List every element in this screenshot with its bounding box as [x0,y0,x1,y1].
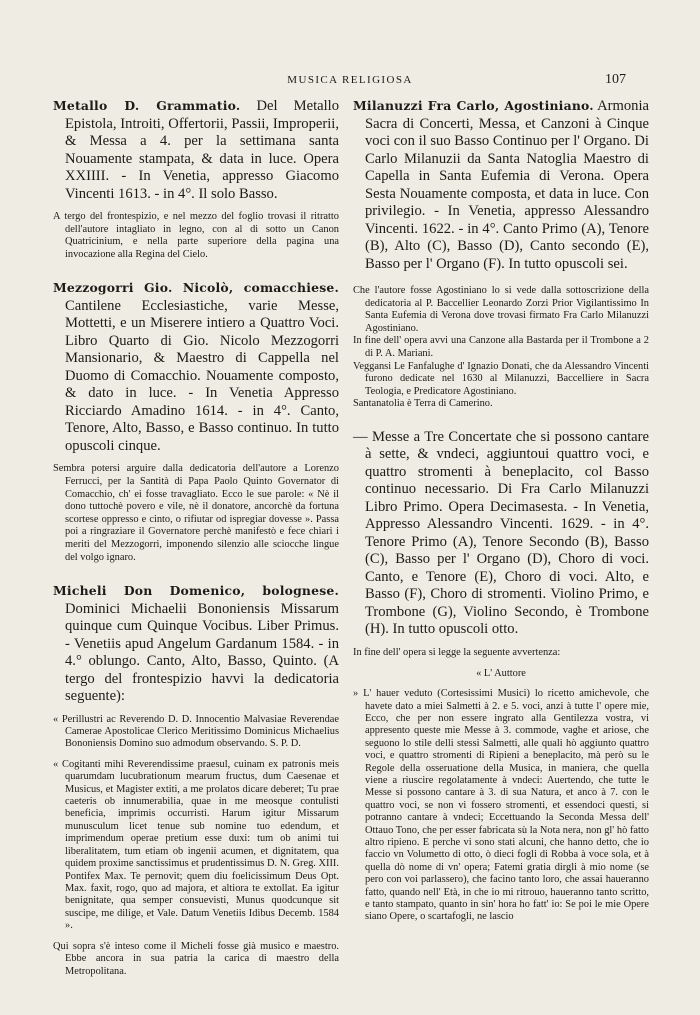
entry-text: Armonia Sacra di Concerti, Messa, et Canzoni à Cinque voci con il suo Basso Continuo per l' Organo. Di Carlo Milanuzii da Santa Natoglia Maestro di Capella in Santa Eufemia di Verona. Opera Sesta Nouamente composta, et data in luce. Con privilegio. - In Venetia, appresso Alessandro Vincenti. 1622. - in 4°. Canto Primo (A), Tenore (B), Alto (C), Basso (D), Canto secondo (E), Basso per l' Organo (F). In tutto opuscoli sei. [365,98,649,272]
entry-heading: Micheli Don Domenico, bolognese. [53,583,339,599]
author-heading: « L' Auttore [476,667,526,679]
entry-note: A tergo del frontespizio, e nel mezzo del foglio trovasi il ritratto dell'autore intagliato in legno, con al di sotto un Canon Quatricinium, e nella parte superiore della pagina una invocazione alla Regina del Cielo. [53,211,339,260]
entry-heading: Metallo D. Grammatio. [53,98,241,113]
entry-text: Del Metallo Epistola, Introiti, Offertorii, Passii, Improperii, & Messa a 4. per la settimana santa Nouamente stampata, & data in luce. Opera XXIIII. - In Venetia, appresso Giacomo Vincenti 1613. - in 4°. Il solo Basso. [65,98,340,202]
entry-note: Che l'autore fosse Agostiniano lo si vede dalla sottoscrizione della dedicatoria al P. Baccellier Leonardo Zorzi Prior Vigilantissimo In Santa Eufemia di Verona dove trovasi firmato Fra Carlo Milanuzzi Agostiniano. [353,285,649,334]
entry-metallo [53,97,339,261]
entry-micheli [53,582,339,978]
entry-note: Santanatolia è Terra di Camerino. [353,398,493,410]
entry-note: Sembra potersi arguire dalla dedicatoria dell'autore a Lorenzo Ferrucci, per la Santità di Papa Paolo Quinto Governator di Comacchio, ch' ei fosse travagliato. Ecco le sue parole: « Nè il dono tuttochè povero e vile, nè il donatore, ancorchè da fortuna scortese oppresso e cinto, o rifiutar od ispregiar dovesse ». Passa poi a ringraziare il Governatore perchè manifestò e fece chiari i meriti del Mezzogorri, imponendo silenzio alle sciocche lingue del volgo ignaro. [53,463,339,563]
right-column [353,97,649,924]
entry-heading: Mezzogorri Gio. Nicolò, comacchiese. [53,280,339,296]
entry-milanuzzi [353,97,649,411]
entry-heading: Milanuzzi Fra Carlo, Agostiniano. [353,98,594,113]
entry-notes [353,285,649,411]
dedication-letter: « Cogitanti mihi Reverendissime praesul, cuinam ex patronis meis quarumdam lucubrationum mearum fructus, dum Caesenae et Musicus, et Magister extiti, a me prolatos dicare deberet; Tu prae caeteris ob innumerabilia, quae in me meosque contulisti beneficia, imprimis occurristi. Harum igitur Missarum munusculum licet tenue sub nomine tuo edendum, et imprimendum operae pretium esse duxi: tum ob animi tui liberalitatem, tum etiam ob ingenii acumen, et dignitatem, qua quidem proxime sanctissimus et prudentissimus D. N. Greg. XIII. Pontifex Max. Te pernovit; quem diu foelicissimum Deus Opt. Max. faxit, rogo, quo ad majora, et altiora te extollat. Ea igitur benignitate, qua semper consuevisti, Munus quodcunque sit suscipe, me dilige, et Vale. Datum Venetiis Idibus Decemb. 1584 ». [53,758,339,932]
entry-body [53,279,339,455]
author-notice: » L' hauer veduto (Cortesissimi Musici) lo ricetto amichevole, che havete dato a miei Salmetti à 2. e 5. voci, anzi à tutte l' opere mie, Ecco, che per non essere ingrato alla Gentilezza vostra, vi appresento queste mie Messe à 3. commode, vaghe et ariose, che seguono lo stile delli stessi Salmetti, alle quali hò aggiunto quattro voci, e quattro stromenti di Ripieni a beneplacito, mà però su le Regole della osseruatione della Musica, in maniera, che quella viene a riuscire regolatamente à vndeci: Auertendo, che tutte le Messe si possono cantare à 3. di sua Natura, et anco à 7. con le quattro voci, se non vi fossero stromenti, et essendoci questi, si potranno cantare à vndeci; Eccettuando la Seconda Messa dell' Ottauo Tono, che per esser fabricata sù la Nota nera, non gl' hò fatto altro ripieno. E perche vi sono stati alcuni, che hanno detto, che io faccio vn Volumetto di otto, ò dieci fogli di Robba à voce sola, et à quella dò nome di vn' opera; Fatemi gratia dirgli à mio nome (se pero con voi parlassero), che facino tanto loro, che assai haueranno fatto, quando nell' Età, in che io mi ritrouo, haueranno tanto scritto, e tanto stampato, quanto in sin' hora ho fatt' io: Se poi le mie Opere siano Opere, o scartafogli, ne lascio [353,688,649,923]
entry-note: In fine dell' opera si legge la seguente avvertenza: [353,646,561,658]
entry-text: Dominici Michaelii Bononiensis Missarum quinque cum Quinque Vocibus. Liber Primus. - Venetiis apud Angelum Gardanum 1584. - in 4.° oblungo. Canto, Alto, Basso, Quinto. (A tergo del frontespizio havvi la dedicatoria seguente): [65,600,339,705]
dedication-salutation: « Perillustri ac Reverendo D. D. Innocentio Malvasiae Reverendae Camerae Apostolicae Clerico Meritissimo Dominicus Michaelius Bononiensis Domino suo admodum observando. S. P. D. [53,713,339,750]
entry-milanuzzi-messe [353,429,649,924]
entry-body [53,582,339,706]
page-header [0,72,700,92]
entry-note: Veggansi Le Fanfalughe d' Ignazio Donati, che da Alessandro Vincenti furono dedicate nel 1630 al Milanuzzi, Baccelliere in Sacra Teologia, e Predicatore Agostiniano. [353,360,649,397]
entry-note: In fine dell' opera avvi una Canzone alla Bastarda per il Trombone a 2 di P. A. Mariani. [353,335,649,359]
entry-mezzogorri [53,279,339,564]
entry-text: Cantilene Ecclesiastiche, varie Messe, Mottetti, e un Miserere intiero a Quattro Voci. Libro Quarto di Gio. Nicolo Mezzogorri Mansionario, & Maestro di Cappella nel Duomo di Comacchio. Nouamente composto, & dato in luce. - In Venetia Appresso Ricciardo Amadino 1614. - in 4°. Canto, Tenore, Alto, Basso, e Basso continuo. In tutto opuscoli cinque. [65,297,339,454]
entry-body [53,97,339,203]
page-number: 107 [605,72,626,87]
entry-text: — Messe a Tre Concertate che si possono cantare à sette, & vndeci, aggiuntoui quattro voci, e quattro stromenti à beneplacito, col Basso continuo necessario. Di Fra Carlo Milanuzzi Libro Primo. Opera Decimasesta. - In Venetia, Appresso Alessandro Vincenti. 1629. - in 4°. Tenore Primo (A), Tenore Secondo (B), Basso (C), Basso per l' Organo (D), Choro di voci. Canto, e Tenore (E), Choro di voci. Alto, e Basso (F), Choro di stromenti. Violino Primo, e Trombone (G), Violino Secondo, è Trombone (H). In tutto opuscoli otto. [353,428,649,638]
left-column [53,97,339,978]
entry-note: Qui sopra s'è inteso come il Micheli fosse già musico e maestro. Ebbe ancora in sua patria la carica di maestro della Metropolitana. [53,940,339,977]
running-title: MUSICA RELIGIOSA [287,74,413,86]
entry-body [353,97,649,273]
